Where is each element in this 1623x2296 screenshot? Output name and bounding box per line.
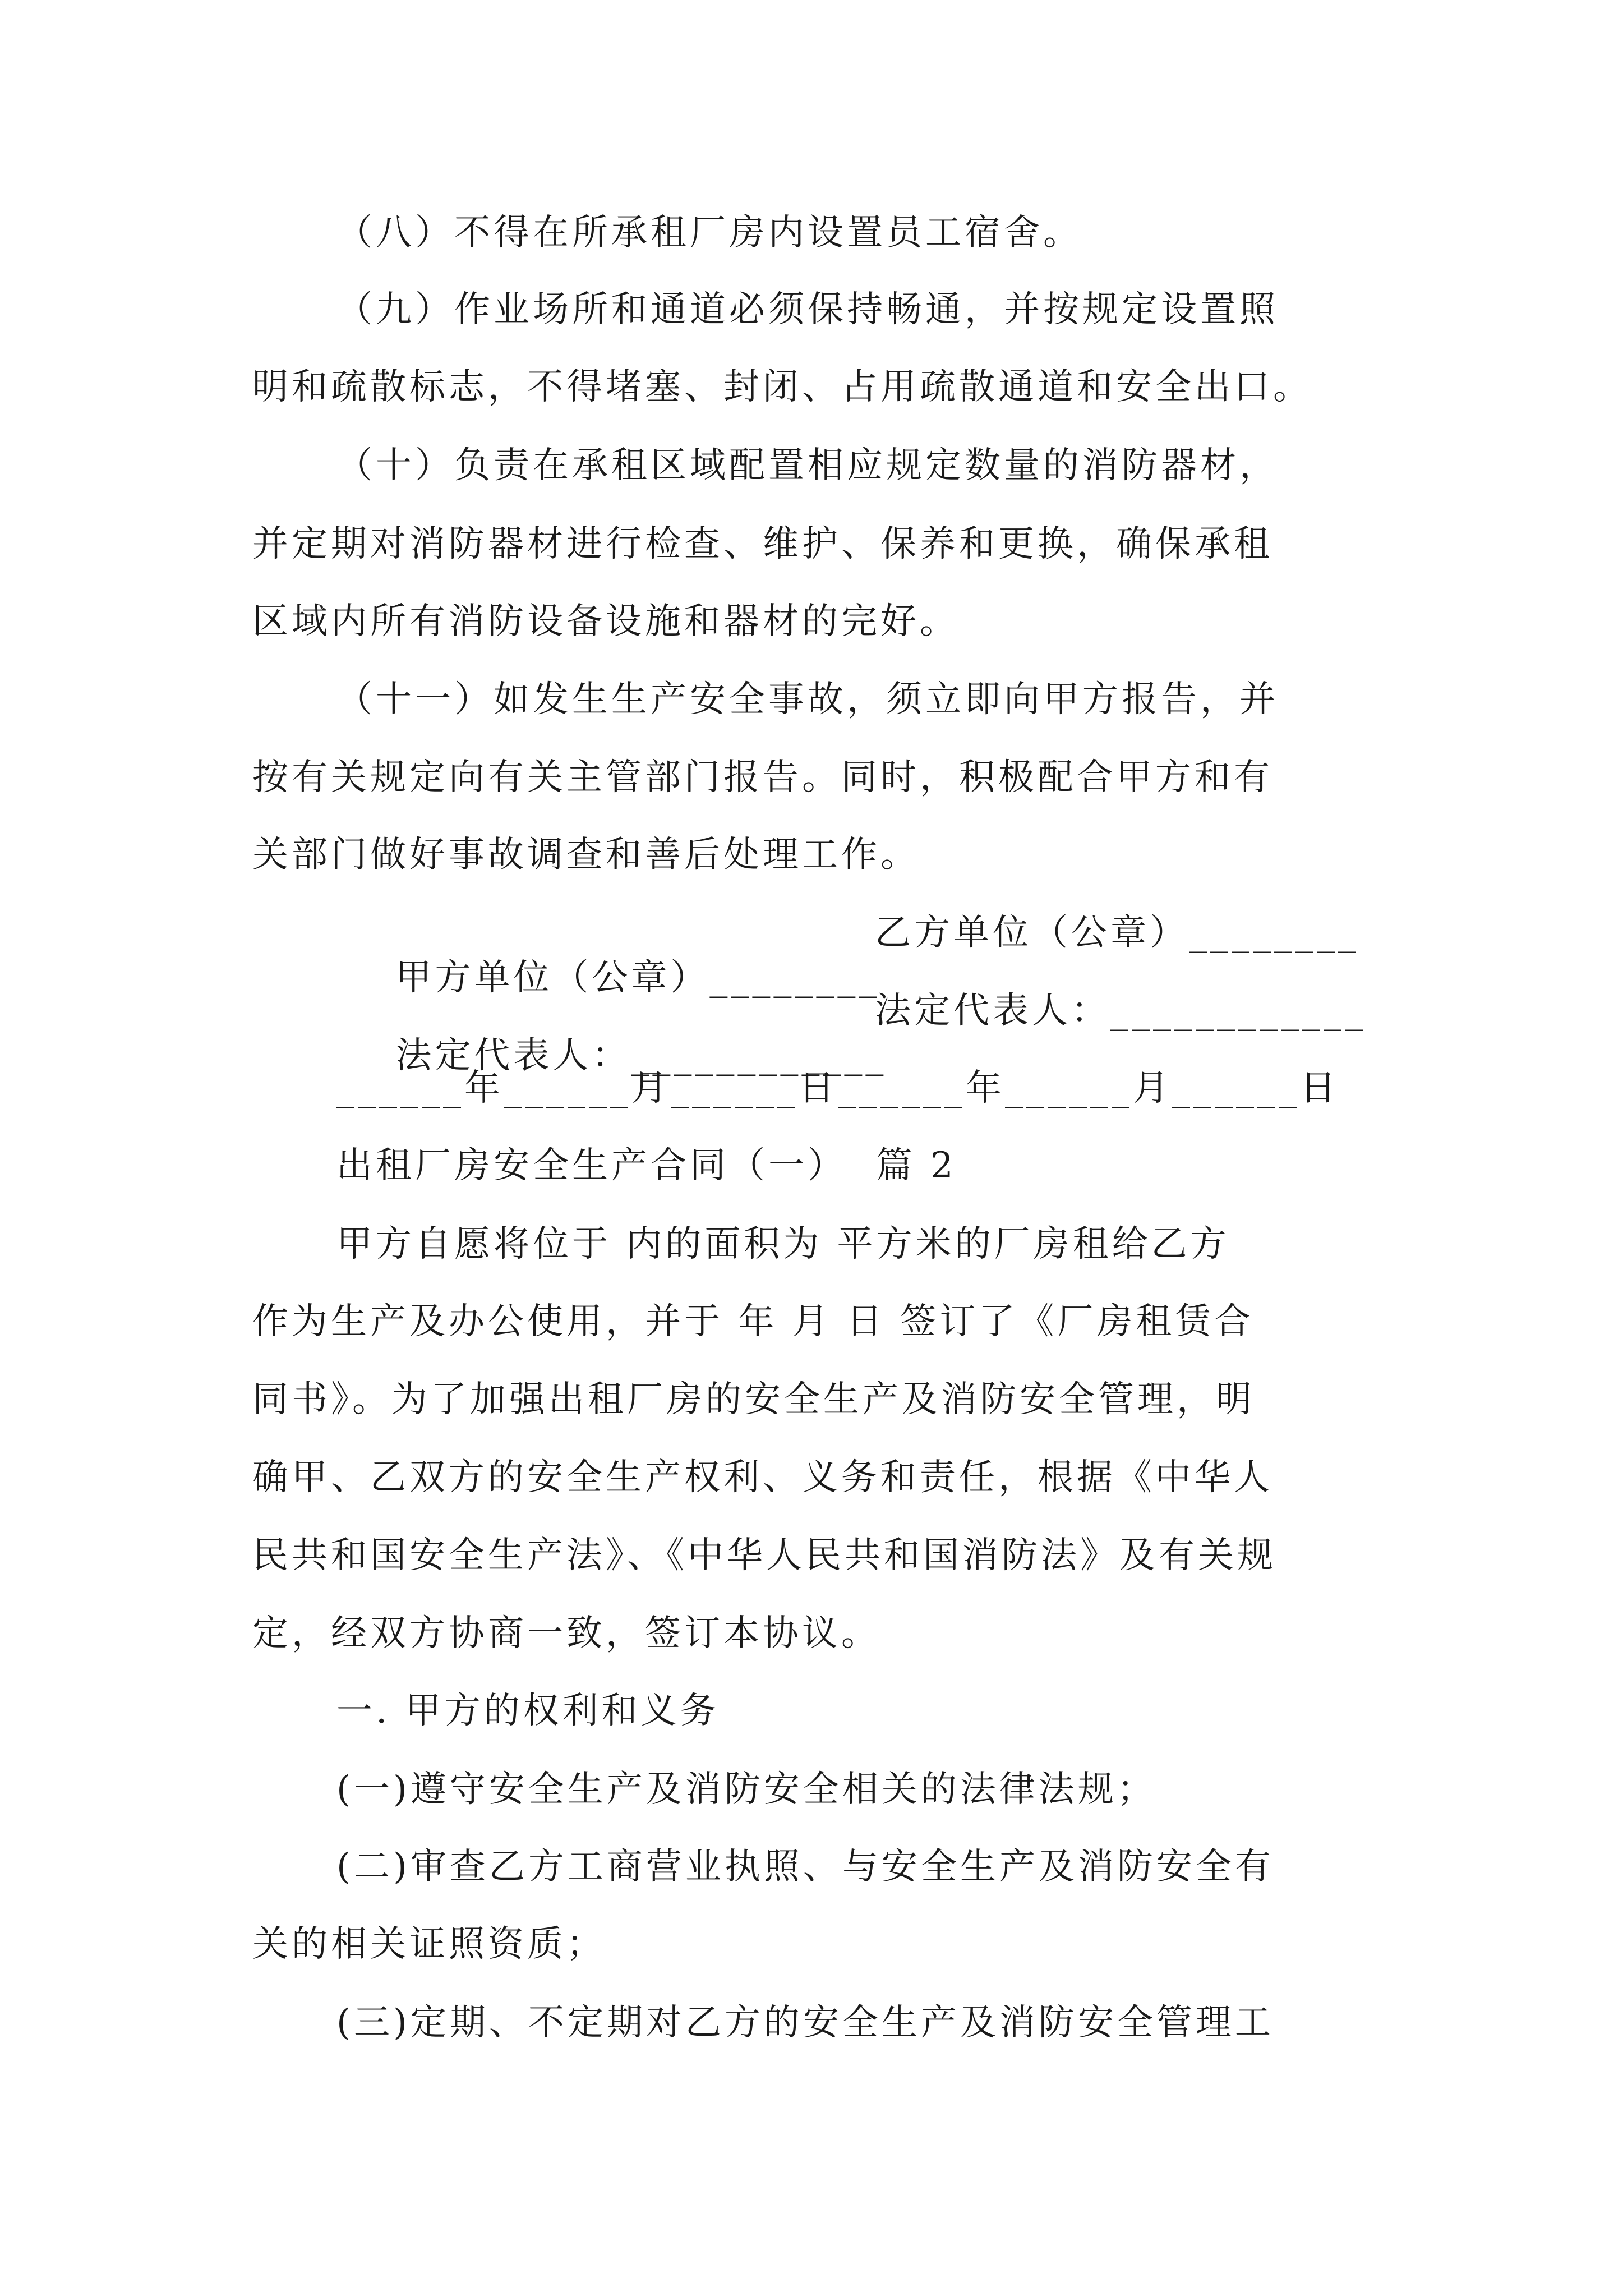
clause-9-line-1: （九）作业场所和通道必须保持畅通，并按规定设置照: [336, 289, 1279, 330]
intro-line-4: 确甲、乙双方的安全生产权利、义务和责任，根据《中华人: [252, 1457, 1273, 1498]
party-a-representative-field: 法定代表人：____________: [395, 1035, 887, 1076]
subsection-heading: 一. 甲方的权利和义务: [336, 1690, 720, 1732]
intro-line-2: 作为生产及办公使用，并于 年 月 日 签订了《厂房租赁合: [252, 1301, 1254, 1342]
intro-line-6: 定，经双方协商一致，签订本协议。: [252, 1613, 880, 1654]
item-3-line-1: (三)定期、不定期对乙方的安全生产及消防安全管理工: [336, 2002, 1274, 2044]
party-b-representative-field: 法定代表人：____________: [875, 990, 1366, 1032]
clause-11-line-2: 按有关规定向有关主管部门报告。同时，积极配合甲方和有: [252, 757, 1273, 798]
intro-line-1: 甲方自愿将位于 内的面积为 平方米的厂房租给乙方: [336, 1223, 1230, 1265]
item-2-line-2: 关的相关证照资质；: [252, 1924, 606, 1965]
intro-line-5: 民共和国安全生产法》、《中华人民共和国消防法》及有关规: [252, 1535, 1276, 1576]
section-heading: 出租厂房安全生产合同（一） 篇 2: [336, 1145, 957, 1186]
party-a-seal-field: 甲方单位（公章）________: [395, 957, 880, 999]
party-b-seal-field: 乙方单位（公章）________: [875, 912, 1359, 954]
clause-9-line-2: 明和疏散标志，不得堵塞、封闭、占用疏散通道和安全出口。: [252, 366, 1312, 408]
clause-8: （八）不得在所承租厂房内设置员工宿舍。: [336, 212, 1082, 254]
clause-10-line-3: 区域内所有消防设备设施和器材的完好。: [252, 601, 959, 642]
date-row: ______年______月______日______年______月______日: [336, 1068, 1339, 1109]
clause-10-line-2: 并定期对消防器材进行检查、维护、保养和更换，确保承租: [252, 523, 1273, 565]
intro-line-3: 同书》。为了加强出租厂房的安全生产及消防安全管理，明: [252, 1379, 1255, 1420]
clause-10-line-1: （十）负责在承租区域配置相应规定数量的消防器材，: [336, 445, 1279, 486]
clause-11-line-3: 关部门做好事故调查和善后处理工作。: [252, 834, 920, 876]
item-2-line-1: (二)审查乙方工商营业执照、与安全生产及消防安全有: [336, 1846, 1274, 1888]
clause-11-line-1: （十一）如发生生产安全事故，须立即向甲方报告，并: [336, 679, 1279, 720]
item-1: (一)遵守安全生产及消防安全相关的法律法规；: [336, 1769, 1156, 1810]
